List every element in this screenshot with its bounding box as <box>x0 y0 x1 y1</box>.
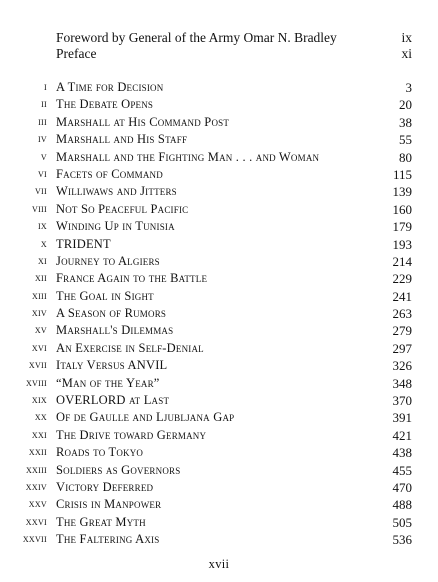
chapter-page-number: 488 <box>392 497 412 513</box>
chapter-title: Of de Gaulle and Ljubljana Gap <box>56 410 235 425</box>
chapter-page-number: 193 <box>392 236 412 252</box>
chapter-title: The Goal in Sight <box>56 288 154 303</box>
chapter-page-number: 391 <box>392 410 412 426</box>
chapter-number: xii <box>34 272 47 285</box>
chapter-page-number: 279 <box>392 323 412 339</box>
toc-entry <box>0 531 438 548</box>
toc-entry <box>0 183 438 200</box>
toc-entry <box>0 236 438 253</box>
chapter-page-number: 470 <box>392 479 412 495</box>
toc-entry <box>0 462 438 479</box>
chapter-page-number: 160 <box>392 201 412 217</box>
chapter-page-number: 20 <box>399 97 412 113</box>
chapter-page-number: 297 <box>392 340 412 356</box>
toc-entry <box>0 253 438 270</box>
toc-entry <box>0 375 438 392</box>
chapter-title: France Again to the Battle <box>56 271 208 286</box>
toc-entry <box>0 409 438 426</box>
chapter-number: xi <box>37 254 47 267</box>
chapter-title: TRIDENT <box>56 236 111 251</box>
chapter-number: i <box>44 81 47 93</box>
chapter-title: The Drive toward Germany <box>56 427 207 442</box>
chapter-title: Marshall's Dilemmas <box>56 323 174 338</box>
toc-entry <box>0 270 438 287</box>
chapter-title: Facets of Command <box>56 166 163 181</box>
chapter-title: A Time for Decision <box>56 80 164 94</box>
chapter-number: iii <box>38 115 47 128</box>
chapter-page-number: 229 <box>392 271 412 287</box>
chapter-title: Victory Deferred <box>56 479 154 494</box>
chapter-number: x <box>40 237 47 250</box>
chapter-page-number: 55 <box>399 132 412 148</box>
table-of-contents <box>0 79 438 549</box>
chapter-page-number: 241 <box>392 288 412 304</box>
front-matter-title: Foreword by General of the Army Omar N. Bradley <box>56 30 337 45</box>
chapter-number: vii <box>34 185 47 198</box>
chapter-page-number: 179 <box>392 219 412 235</box>
toc-entry <box>0 340 438 357</box>
chapter-title: Marshall at His Command Post <box>56 114 230 129</box>
chapter-number: xxii <box>28 446 47 459</box>
chapter-number: xiv <box>31 307 47 320</box>
chapter-number: xvii <box>28 359 47 372</box>
chapter-number: xviii <box>25 376 47 389</box>
toc-entry <box>0 166 438 183</box>
chapter-number: xxiv <box>25 480 47 493</box>
chapter-page-number: 80 <box>399 149 412 165</box>
chapter-page-number: 505 <box>392 514 412 530</box>
chapter-page-number: 536 <box>392 532 412 548</box>
toc-entry <box>0 201 438 218</box>
chapter-title: The Debate Opens <box>56 97 154 112</box>
toc-entry <box>0 131 438 148</box>
chapter-title: Journey to Algiers <box>56 253 160 268</box>
chapter-title: Roads to Tokyo <box>56 445 144 460</box>
chapter-number: xxi <box>31 428 47 441</box>
toc-entry <box>0 392 438 409</box>
chapter-page-number: 214 <box>392 253 412 269</box>
chapter-number: v <box>40 150 47 163</box>
chapter-number: xvi <box>31 341 47 354</box>
chapter-number: xxiii <box>25 463 47 476</box>
toc-entry <box>0 427 438 444</box>
chapter-page-number: 421 <box>392 427 412 443</box>
front-matter-page: xi <box>401 46 412 61</box>
chapter-number: viii <box>32 202 47 215</box>
chapter-title: Not So Peaceful Pacific <box>56 201 189 216</box>
front-matter-entry <box>56 46 412 62</box>
front-matter-page: ix <box>401 30 412 45</box>
chapter-title: The Great Myth <box>56 514 146 529</box>
chapter-title: Italy Versus ANVIL <box>56 358 168 373</box>
chapter-number: xiii <box>32 289 47 302</box>
chapter-title: An Exercise in Self-Denial <box>56 340 204 355</box>
chapter-title: A Season of Rumors <box>56 306 167 321</box>
chapter-title: Williwaws and Jitters <box>56 184 177 199</box>
chapter-title: “Man of the Year” <box>56 375 160 390</box>
chapter-number: ii <box>41 98 47 111</box>
toc-entry <box>0 514 438 531</box>
chapter-page-number: 326 <box>392 358 412 374</box>
toc-entry <box>0 96 438 113</box>
chapter-number: xix <box>31 394 47 407</box>
toc-entry <box>0 357 438 374</box>
chapter-number: xxv <box>28 498 47 511</box>
front-matter-title: Preface <box>56 46 97 61</box>
chapter-page-number: 263 <box>392 306 412 322</box>
chapter-title: Marshall and the Fighting Man . . . and Woman <box>56 149 320 164</box>
chapter-page-number: 370 <box>392 393 412 409</box>
chapter-page-number: 139 <box>392 184 412 200</box>
chapter-number: xv <box>34 324 47 337</box>
toc-entry <box>0 149 438 166</box>
chapter-page-number: 455 <box>392 462 412 478</box>
chapter-title: Marshall and His Staff <box>56 132 188 147</box>
toc-entry <box>0 79 438 96</box>
toc-entry <box>0 322 438 339</box>
toc-entry <box>0 114 438 131</box>
chapter-title: OVERLORD at Last <box>56 393 170 408</box>
toc-entry <box>0 444 438 461</box>
chapter-page-number: 438 <box>392 445 412 461</box>
toc-entry <box>0 305 438 322</box>
chapter-page-number: 115 <box>392 166 412 182</box>
chapter-number: xxvi <box>25 515 47 528</box>
front-matter-entry <box>56 30 412 46</box>
chapter-number: xx <box>34 411 47 424</box>
chapter-title: Soldiers as Governors <box>56 462 181 477</box>
page-folio: xvii <box>208 557 230 571</box>
toc-entry <box>0 496 438 513</box>
chapter-number: xxvii <box>22 533 47 546</box>
chapter-title: The Faltering Axis <box>56 532 160 547</box>
toc-entry <box>0 479 438 496</box>
chapter-title: Crisis in Manpower <box>56 497 162 512</box>
chapter-number: ix <box>37 220 47 233</box>
chapter-number: vi <box>37 167 47 180</box>
chapter-page-number: 38 <box>399 114 412 130</box>
toc-entry <box>0 288 438 305</box>
chapter-page-number: 348 <box>392 375 412 391</box>
chapter-page-number: 3 <box>405 80 412 95</box>
front-matter-list <box>56 30 412 62</box>
chapter-number: iv <box>37 133 47 146</box>
toc-entry <box>0 218 438 235</box>
chapter-title: Winding Up in Tunisia <box>56 219 175 234</box>
